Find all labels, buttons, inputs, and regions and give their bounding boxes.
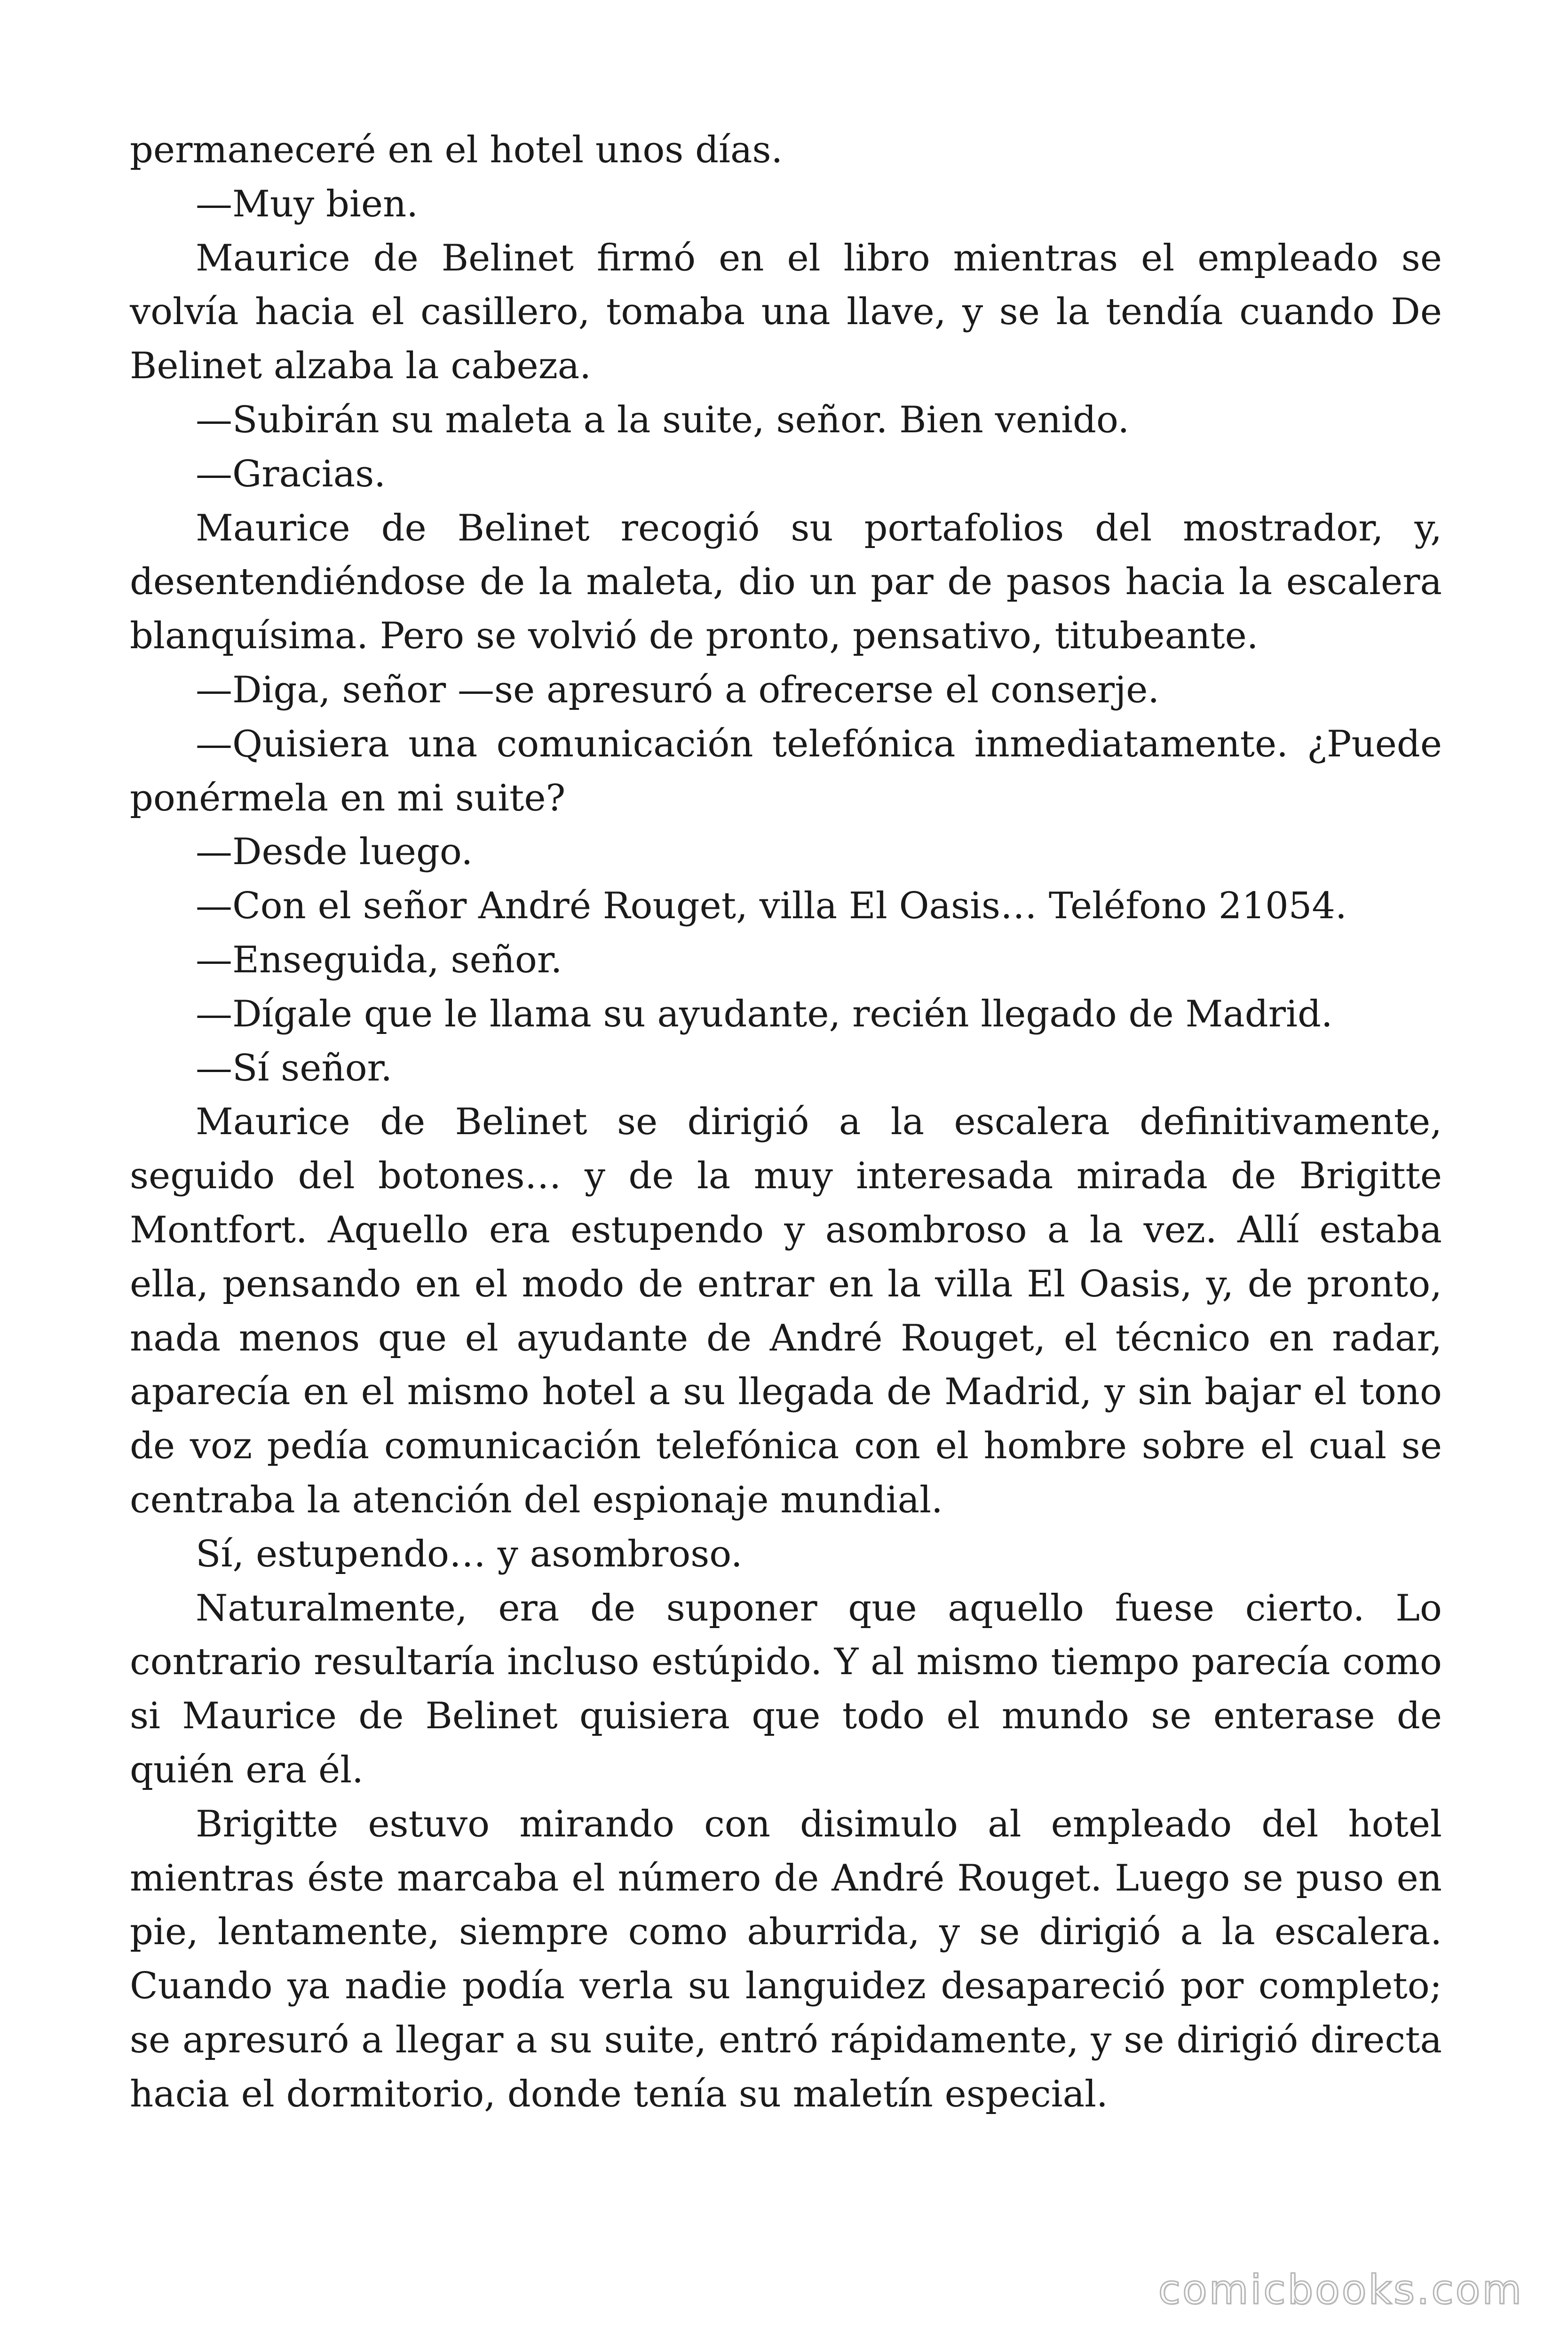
paragraph: —Diga, señor —se apresuró a ofrecerse el conserje. <box>196 668 1160 711</box>
watermark: comicbooks.com <box>1158 2266 1523 2313</box>
paragraph: —Subirán su maleta a la suite, señor. Bien venido. <box>196 398 1130 441</box>
paragraph: Maurice de Belinet se dirigió a la escalera definitivamente, seguido del botones… y de la muy interesada mirada de Brigitte Montfort. Aquello era estupendo y asombroso a la vez. Allí estaba ella, pensando en el modo de entrar en la villa El Oasis, y, de pronto, nada menos que el ayudante de André Rouget, el técnico en radar, aparecía en el mismo hotel a su llegada de Madrid, y sin bajar el tono de voz pedía comunicación telefónica con el hombre sobre el cual se centraba la atención del espionaje mundial. <box>130 1101 1442 1521</box>
paragraph: —Dígale que le llama su ayudante, recién llegado de Madrid. <box>196 993 1333 1035</box>
paragraph: —Gracias. <box>196 453 386 495</box>
paragraph: Naturalmente, era de suponer que aquello fuese cierto. Lo contrario resultaría incluso estúpido. Y al mismo tiempo parecía como si Maurice de Belinet quisiera que todo el mundo se enterase de quién era él. <box>130 1587 1442 1791</box>
body-text <box>130 123 1442 2121</box>
paragraph: permaneceré en el hotel unos días. <box>130 129 783 171</box>
paragraph: Maurice de Belinet firmó en el libro mientras el empleado se volvía hacia el casillero, tomaba una llave, y se la tendía cuando De Belinet alzaba la cabeza. <box>130 237 1442 388</box>
paragraph: Maurice de Belinet recogió su portafolios del mostrador, y, desentendiéndose de la maleta, dio un par de pasos hacia la escalera blanquísima. Pero se volvió de pronto, pensativo, titubeante. <box>130 507 1442 658</box>
paragraph: —Quisiera una comunicación telefónica inmediatamente. ¿Puede ponérmela en mi suite? <box>130 723 1442 819</box>
paragraph: Sí, estupendo… y asombroso. <box>196 1533 743 1575</box>
paragraph: —Con el señor André Rouget, villa El Oasis… Teléfono 21054. <box>196 885 1347 928</box>
paragraph: —Desde luego. <box>196 831 473 874</box>
paragraph: Brigitte estuvo mirando con disimulo al empleado del hotel mientras éste marcaba el número de André Rouget. Luego se puso en pie, lentamente, siempre como aburrida, y se dirigió a la escalera. Cuando ya nadie podía verla su languidez desapareció por completo; se apresuró a llegar a su suite, entró rápidamente, y se dirigió directa hacia el dormitorio, donde tenía su maletín especial. <box>130 1803 1442 2115</box>
paragraph: —Enseguida, señor. <box>196 938 562 981</box>
paragraph: —Muy bien. <box>196 183 419 225</box>
paragraph: —Sí señor. <box>196 1047 393 1089</box>
